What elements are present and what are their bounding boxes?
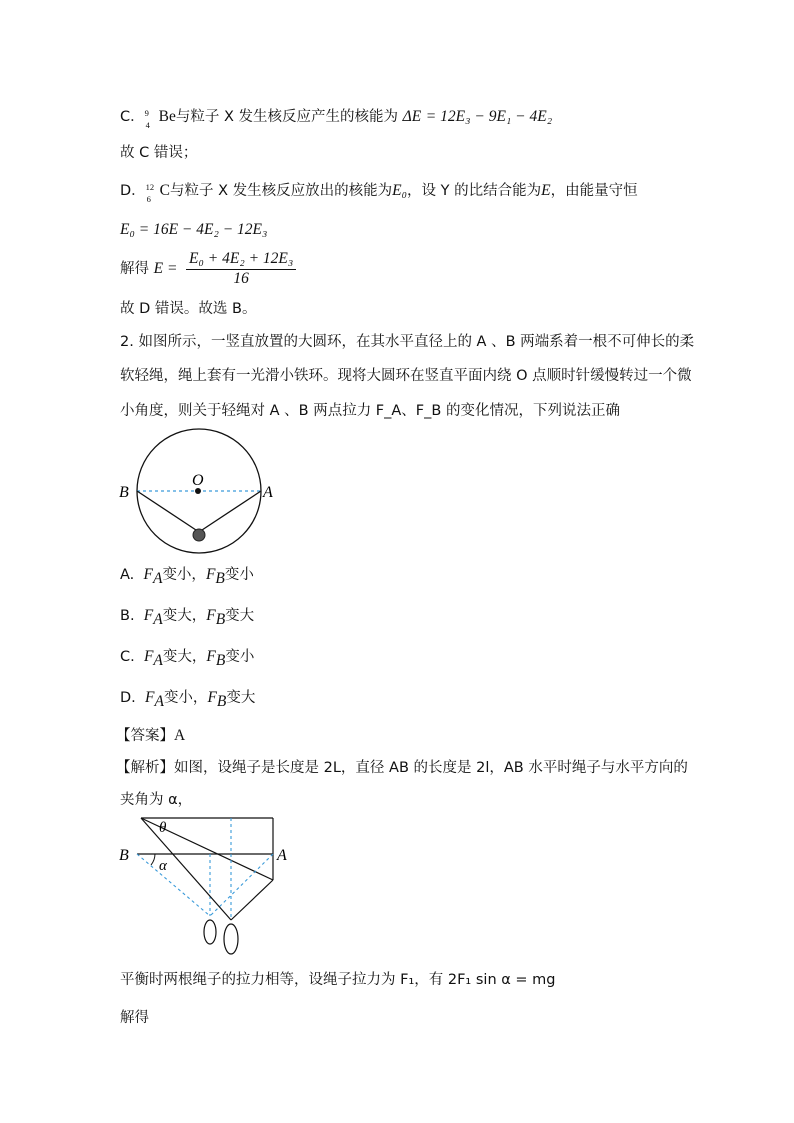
solve-e-line [120,250,296,288]
fb-text: 变小 [224,567,254,583]
fa-text: 变小， [163,690,208,706]
label-b2: B [119,847,129,864]
e-symbol: E [541,182,551,199]
rope-left [137,491,199,532]
option-c-prefix: C． [120,109,145,125]
question-2-line2: 软轻绳，绳上套有一光滑小铁环。现将大圆环在竖直平面内绕 O 点顺时针缓慢转过一个微 [120,368,692,384]
answer-value: A [174,727,186,744]
option-c-formula: = 12E₃ − 9E₁ − 4E₂ [425,108,553,125]
delta-e: ΔE [402,108,422,125]
fraction-denominator: 16 [233,270,249,287]
label-a2: A [277,847,287,864]
fa-sub: A [153,651,163,669]
option-d-text2: ，设 Y 的比结合能为 [407,183,542,199]
option-d-prefix: D． [120,183,146,199]
fa-symbol: F [143,648,154,665]
equilibrium-line: 平衡时两根绳子的拉力相等，设绳子拉力为 F₁，有 2F₁ sin α = mg [120,972,556,988]
fb-symbol: F [207,689,217,706]
fa-sub: A [152,569,163,587]
dashed-rope-left [137,854,210,916]
option-d-text3: ，由能量守恒 [550,183,638,199]
fa-symbol: F [143,607,154,624]
alpha-arc [151,854,155,865]
fa-symbol: F [145,689,155,706]
solve-prefix: 解得 [120,261,149,277]
choice-c[interactable] [120,647,254,671]
rope-rotated-right [231,880,273,920]
fa-sub: A [153,610,163,628]
fa-symbol: F [143,566,153,583]
solve-fraction [186,250,296,288]
fb-sub: B [215,651,226,669]
fb-text: 变大 [225,608,255,624]
question-text-1: 如图所示，一竖直放置的大圆环，在其水平直径上的 A 、B 两端系着一根不可伸长的柔 [138,334,695,350]
question-number: 2. [120,334,134,350]
option-d-conclusion: 故 D 错误。故选 B。 [120,301,257,317]
fb-symbol: F [206,607,216,624]
choice-b-key: B. [120,608,135,624]
carbon-symbol: C [159,182,171,199]
question-2-line1 [120,332,694,352]
fa-text: 变大， [162,608,207,624]
option-c-line [120,106,553,130]
final-solve-line: 解得 [120,1010,149,1026]
ring-after [224,924,238,954]
label-a: A [263,484,273,501]
fa-text: 变小， [162,567,206,583]
e0-symbol: E₀ [392,182,408,199]
option-d-text1: 与粒子 X 发生核反应放出的核能为 [170,183,393,199]
answer-tag: 【答案】 [116,728,174,744]
analysis-line1 [116,758,688,778]
label-o: O [192,472,204,489]
energy-equation: E₀ = 16E − 4E₂ − 12E₃ [120,221,268,238]
analysis-tag: 【解析】 [116,760,174,776]
ring-figure [115,428,285,558]
analysis-text-1: 如图，设绳子是长度是 2L，直径 AB 的长度是 2l，AB 水平时绳子与水平方向的 [174,760,688,776]
fb-text: 变小 [225,649,255,665]
choice-d-key: D. [120,690,136,706]
fa-text: 变大， [162,649,207,665]
ring-before [204,920,216,944]
fb-text: 变大 [226,690,256,706]
label-alpha: α [159,858,167,874]
fb-sub: B [216,692,227,710]
option-c-conclusion: 故 C 错误； [120,145,198,161]
choice-d[interactable] [120,688,255,712]
answer-line [116,726,185,746]
carbon-nuclide: 12 6 [145,182,155,204]
fb-symbol: F [206,648,216,665]
choice-a-key: A. [120,567,135,583]
beryllium-symbol: Be [158,108,176,125]
beryllium-nuclide: 9 4 [144,108,150,130]
option-c-text: 与粒子 X 发生核反应产生的核能为 [175,109,398,125]
choice-b[interactable] [120,606,254,630]
rope-right [199,491,261,532]
small-iron-ring [193,529,205,541]
analysis-line2: 夹角为 α， [120,792,193,808]
choice-a[interactable] [120,565,254,589]
solve-lhs: E = [153,260,178,277]
choice-c-key: C. [120,649,135,665]
fb-sub: B [215,610,226,628]
fb-symbol: F [205,566,216,583]
option-d-line [120,180,638,204]
fraction-numerator: E₀ + 4E₂ + 12E₃ [186,250,296,270]
fb-sub: B [215,569,225,587]
fa-sub: A [154,692,164,710]
rope-analysis-figure [115,812,300,962]
label-b: B [119,484,129,501]
label-theta: θ [159,820,167,836]
question-2-line3: 小角度，则关于轻绳对 A 、B 两点拉力 F_A、F_B 的变化情况，下列说法正确 [120,403,620,419]
rope-rotated-left [141,818,231,920]
